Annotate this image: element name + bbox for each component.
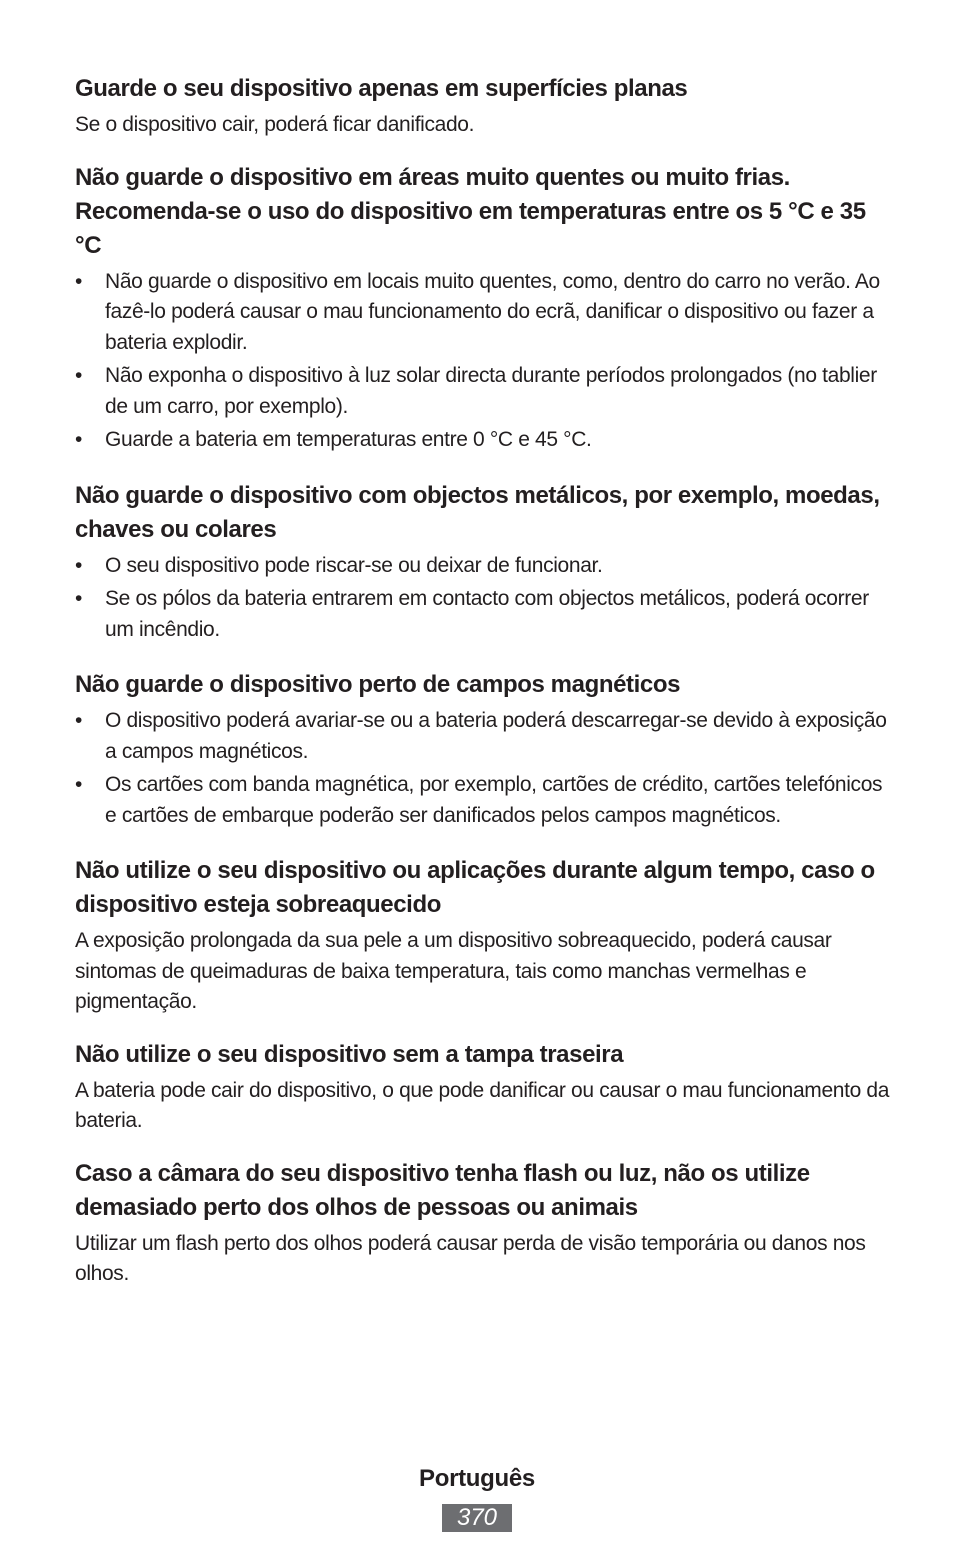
section-paragraph: A bateria pode cair do dispositivo, o que pode danificar ou causar o mau funcionamento da bateria. <box>75 1078 890 1132</box>
section-back-cover <box>75 1038 890 1137</box>
section-heading: Caso a câmara do seu dispositivo tenha flash ou luz, não os utilize demasiado perto dos olhos de pessoas ou animais <box>75 1159 810 1221</box>
section-heading: Não utilize o seu dispositivo ou aplicações durante algum tempo, caso o dispositivo esteja sobreaquecido <box>75 857 875 918</box>
section-temperature <box>75 161 890 456</box>
bullet-icon: • <box>75 587 83 610</box>
list-item: • O seu dispositivo pode riscar-se ou deixar de funcionar. <box>75 551 890 582</box>
bullet-icon: • <box>75 773 83 796</box>
bullet-icon: • <box>75 553 83 577</box>
bullet-list <box>75 706 890 831</box>
section-overheated <box>75 854 890 1018</box>
section-paragraph: Utilizar um flash perto dos olhos poderá causar perda de visão temporária ou danos nos olhos. <box>75 1231 866 1285</box>
list-item: • Os cartões com banda magnética, por exemplo, cartões de crédito, cartões telefónicos e cartões de embarque poderão ser danificados pelos campos magnéticos. <box>75 770 890 831</box>
section-heading: Não utilize o seu dispositivo sem a tampa traseira <box>75 1040 624 1068</box>
list-item: • Se os pólos da bateria entrarem em contacto com objectos metálicos, poderá ocorrer um incêndio. <box>75 584 890 645</box>
page-number: 370 <box>442 1504 512 1532</box>
footer-language: Português <box>419 1465 535 1492</box>
bullet-icon: • <box>75 428 83 451</box>
section-heading: Não guarde o dispositivo em áreas muito quentes ou muito frias. Recomenda-se o uso do dispositivo em temperaturas entre os 5 °C e 35 °C <box>75 163 866 259</box>
list-item: • Guarde a bateria em temperaturas entre 0 °C e 45 °C. <box>75 425 890 456</box>
bullet-icon: • <box>75 709 83 732</box>
list-item: • Não guarde o dispositivo em locais muito quentes, como, dentro do carro no verão. Ao fazê-lo poderá causar o mau funcionamento do ecrã, danificar o dispositivo ou fazer a bateria explodir. <box>75 267 890 359</box>
bullet-list <box>75 551 890 646</box>
section-heading: Não guarde o dispositivo com objectos metálicos, por exemplo, moedas, chaves ou colares <box>75 481 880 543</box>
list-item: • O dispositivo poderá avariar-se ou a bateria poderá descarregar-se devido à exposição a campos magnéticos. <box>75 706 890 767</box>
section-heading: Não guarde o dispositivo perto de campos magnéticos <box>75 671 681 698</box>
bullet-list <box>75 267 890 456</box>
document-body <box>75 72 890 1290</box>
bullet-icon: • <box>75 269 83 293</box>
section-paragraph: A exposição prolongada da sua pele a um dispositivo sobreaquecido, poderá causar sintomas de queimaduras de baixa temperatura, tais como manchas vermelhas e pigmentação. <box>75 929 832 1013</box>
section-flat-surfaces <box>75 72 890 141</box>
list-item: • Não exponha o dispositivo à luz solar directa durante períodos prolongados (no tablier de um carro, por exemplo). <box>75 361 890 422</box>
section-camera-flash <box>75 1157 890 1290</box>
bullet-icon: • <box>75 364 83 387</box>
section-paragraph: Se o dispositivo cair, poderá ficar danificado. <box>75 113 475 136</box>
section-magnetic-fields <box>75 668 890 831</box>
section-metal-objects <box>75 479 890 646</box>
section-heading: Guarde o seu dispositivo apenas em superfícies planas <box>75 75 688 102</box>
page-footer <box>0 1462 954 1532</box>
